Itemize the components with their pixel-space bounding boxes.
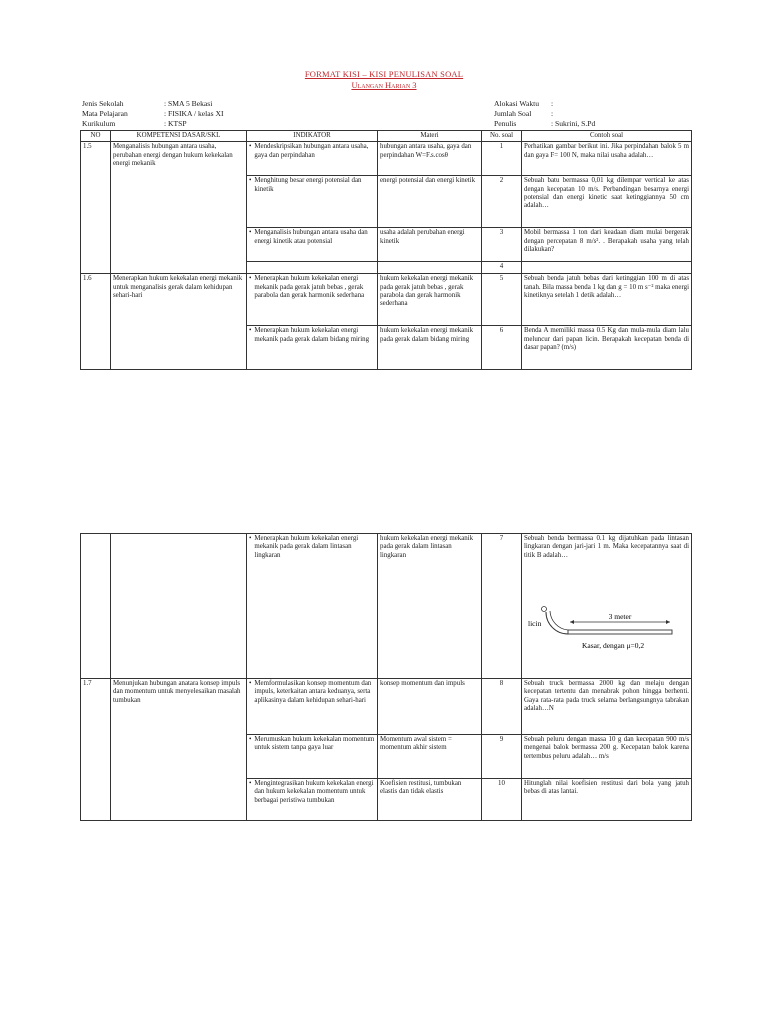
meta-label: Mata Pelajaran <box>82 109 128 118</box>
bullet-icon: • <box>249 229 252 237</box>
meta-label: Penulis <box>494 119 517 128</box>
contoh-soal: Sebuah benda jatuh bebas dari ketinggian 100 m di atas tanah. Bila massa benda 1 kg dan g = 10 m s⁻² maka energi kinetiknya setelah 1 detik adalah… <box>522 274 692 326</box>
meta-row <box>494 109 595 119</box>
meta-row <box>82 99 223 109</box>
indikator-text: Memformulasikan konsep momentum dan impuls, keterkaitan antara keduanya, serta aplikasinya dalam kehidupan sehari-hari <box>254 680 372 704</box>
track-figure <box>524 600 689 660</box>
materi-cell: konsep momentum dan impuls <box>378 679 482 735</box>
col-header-indikator: INDIKATOR <box>247 131 378 142</box>
soal-number: 7 <box>482 534 522 679</box>
contoh-soal: Benda A memiliki massa 0.5 Kg dan mula-mula diam lalu meluncur dari papan licin. Berapakah kecepatan benda di dasar papan? (m/s) <box>522 326 692 370</box>
col-header-materi: Materi <box>378 131 482 142</box>
soal-number: 9 <box>482 735 522 779</box>
bullet-icon: • <box>249 143 252 151</box>
document-subtitle: Ulangan Harian 3 <box>351 80 417 90</box>
meta-value: : KTSP <box>164 119 187 128</box>
col-header-no: NO <box>81 131 111 142</box>
materi-cell: Momentum awal sistem = momentum akhir sistem <box>378 735 482 779</box>
ball-icon <box>542 606 547 611</box>
bullet-icon: • <box>249 327 252 335</box>
table-row <box>81 534 692 679</box>
meta-value: : Sukrini, S.Pd <box>551 119 596 128</box>
contoh-soal: Sebuah truck bermassa 2000 kg dan melaju dengan kecepatan tertentu dan menabrak pohon hingga berhenti. Gaya rata-rata pada truck selama berlangsungnya tabrakan adalah…N <box>522 679 692 735</box>
indikator-text: Menganalisis hubungan antara usaha dan energi kinetik atau potensial <box>254 229 368 245</box>
indikator-cell <box>247 176 378 228</box>
materi-cell: hukum kekekalan energi mekanik pada gerak jatuh bebas , gerak parabola dan gerak harmonik sederhana <box>378 274 482 326</box>
kasar-label: Kasar, dengan μ=0,2 <box>582 640 645 650</box>
meta-row <box>82 119 223 129</box>
table-header-row <box>81 131 692 142</box>
contoh-soal <box>522 262 692 274</box>
materi-cell: hubungan antara usaha, gaya dan perpindahan W=F.s.cosθ <box>378 142 482 176</box>
bullet-icon: • <box>249 680 252 687</box>
indikator-text: Mendeskripsikan hubungan antara usaha, gaya dan perpindahan <box>254 143 369 159</box>
meta-left <box>82 99 223 129</box>
kd-text: Menunjukan hubungan anatara konsep impuls dan momentum untuk menyelesaikan masalah tumbukan <box>111 679 247 821</box>
meta-right <box>494 99 595 129</box>
kd-number: 1.6 <box>81 274 111 370</box>
bullet-icon: • <box>249 275 252 283</box>
indikator-cell <box>247 274 378 326</box>
indikator-text: Mengintegrasikan hukum kekekalan energi dan hukum kekekalan momentum untuk berbagai peristiwa tumbukan <box>254 780 374 804</box>
contoh-soal: Perhatikan gambar berikut ini. Jika perpindahan balok 5 m dan gaya F= 100 N, maka nilai usaha adalah… <box>522 142 692 176</box>
meta-row <box>494 119 595 129</box>
table-row <box>81 142 692 176</box>
contoh-soal: Sebuah peluru dengan massa 10 g dan kecepatan 900 m/s mengenai balok bermassa 200 g. Kecepatan balok karena tertembus peluru adalah… m/s <box>522 735 692 779</box>
meta-value: : <box>551 99 554 108</box>
contoh-soal: Mobil bermassa 1 ton dari keadaan diam mulai bergerak dengan percepatan 8 m/s². . Berapakah usaha yang telah dilakukan? <box>522 228 692 262</box>
meta-value: : FISIKA / kelas XI <box>164 109 224 118</box>
meta-label: Jenis Sekolah <box>82 99 124 108</box>
materi-cell: hukum kekekalan energi mekanik pada gerak dalam lintasan lingkaran <box>378 534 482 679</box>
indikator-text: Menghitung besar energi potensial dan kinetik <box>254 177 362 193</box>
indikator-cell <box>247 262 378 274</box>
materi-cell: Koefisien restitusi, tumbukan elastis dan tidak elastis <box>378 779 482 821</box>
meta-label: Alokasi Waktu <box>494 99 540 108</box>
bullet-icon: • <box>249 780 252 787</box>
indikator-cell <box>247 534 378 679</box>
kisi-table-2 <box>80 533 692 821</box>
indikator-text: Menerapkan hukum kekekalan energi mekanik pada gerak dalam bidang miring <box>254 327 370 343</box>
kd-number: 1.5 <box>81 142 111 274</box>
col-header-no-soal: No. soal <box>482 131 522 142</box>
licin-label: licin <box>528 618 542 628</box>
kd-number: 1.7 <box>81 679 111 821</box>
materi-cell: hukum kekekalan energi mekanik pada gerak dalam bidang miring <box>378 326 482 370</box>
flat-track <box>568 630 672 634</box>
meta-value: : <box>551 109 554 118</box>
indikator-cell <box>247 326 378 370</box>
soal-number: 4 <box>482 262 522 274</box>
indikator-cell <box>247 228 378 262</box>
meta-label: Jumlah Soal <box>494 109 532 118</box>
track-diagram <box>524 600 690 660</box>
kd-text: Menganalisis hubungan antara usaha, perubahan energi dengan hukum kekekalan energi mekanik <box>111 142 247 274</box>
materi-cell: usaha adalah perubahan energi kinetik <box>378 228 482 262</box>
col-header-kd: KOMPETENSI DASAR/SKL <box>111 131 247 142</box>
contoh-soal: Sebuah batu bermassa 0,01 kg dilempar vertical ke atas dengan kecepatan 10 m/s. Perbandingan besarnya energi potensial dan energi kinetic saat ketinggiannya 50 cm adalah… <box>522 176 692 228</box>
kd-number <box>81 534 111 679</box>
bullet-icon: • <box>249 736 252 743</box>
table-row <box>81 274 692 326</box>
kd-text: Menerapkan hukum kekekalan energi mekanik untuk menganalisis gerak dalam kehidupan sehari-hari <box>111 274 247 370</box>
distance-label: 3 meter <box>608 611 632 621</box>
document-title: FORMAT KISI – KISI PENULISAN SOAL <box>304 69 464 79</box>
bullet-icon: • <box>249 177 252 185</box>
indikator-cell <box>247 735 378 779</box>
contoh-soal: Sebuah benda bermassa 0.1 kg dijatuhkan pada lintasan lingkaran dengan jari-jari 1 m. Maka kecepatannya saat di titik B adalah… <box>524 535 689 559</box>
materi-cell <box>378 262 482 274</box>
materi-cell: energi potensial dan energi kinetik <box>378 176 482 228</box>
soal-number: 10 <box>482 779 522 821</box>
col-header-contoh-soal: Contoh soal <box>522 131 692 142</box>
table-row <box>81 679 692 735</box>
soal-number: 1 <box>482 142 522 176</box>
meta-label: Kurikulum <box>82 119 116 128</box>
indikator-cell <box>247 142 378 176</box>
indikator-text: Merumuskan hukum kekekalan momentum untuk sistem tanpa gaya luar <box>254 736 375 752</box>
meta-value: : SMA 5 Bekasi <box>164 99 213 108</box>
meta-row <box>82 109 223 119</box>
indikator-cell <box>247 679 378 735</box>
arrow-head-left <box>570 620 574 624</box>
indikator-text: Menerapkan hukum kekekalan energi mekanik pada gerak jatuh bebas , gerak parabola dan gerak harmonik sederhana <box>254 275 365 299</box>
contoh-soal: Hitunglah nilai koefisien restitusi dari bola yang jatuh bebas di atas lantai. <box>522 779 692 821</box>
kd-text <box>111 534 247 679</box>
meta-row <box>494 99 595 109</box>
kisi-table-1 <box>80 130 692 370</box>
soal-number: 8 <box>482 679 522 735</box>
soal-number: 3 <box>482 228 522 262</box>
arrow-head-right <box>666 620 670 624</box>
soal-number: 6 <box>482 326 522 370</box>
soal-number: 5 <box>482 274 522 326</box>
curved-track <box>546 612 568 634</box>
contoh-soal-with-figure <box>522 534 692 679</box>
bullet-icon: • <box>249 535 252 542</box>
soal-number: 2 <box>482 176 522 228</box>
indikator-cell <box>247 779 378 821</box>
indikator-text: Menerapkan hukum kekekalan energi mekanik pada gerak dalam lintasan lingkaran <box>254 535 359 559</box>
